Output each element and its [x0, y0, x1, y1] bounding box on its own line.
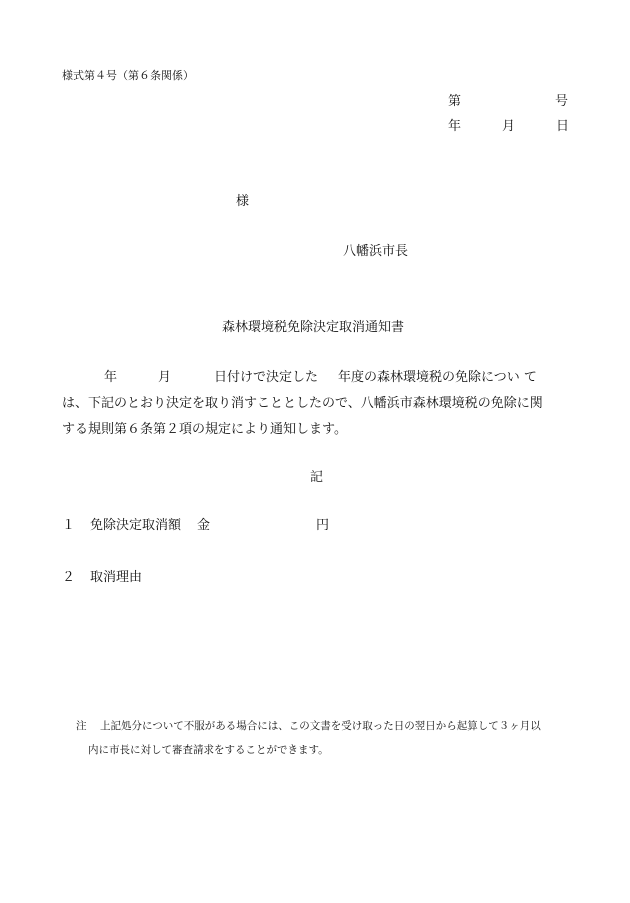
item-number: ２	[62, 570, 76, 585]
document-number-suffix: 号	[555, 94, 569, 109]
form-number-label: 様式第４号（第６条関係）	[62, 69, 194, 82]
body-line1-end: 年度の森林環境税の免除につい て	[338, 370, 537, 385]
item-label-cancel-reason: 取消理由	[90, 570, 143, 585]
item-label-cancel-amount: 免除決定取消額	[90, 518, 182, 533]
ki-heading: 記	[310, 470, 324, 485]
addressee-honorific: 様	[236, 194, 250, 209]
sender-name: 八幡浜市長	[343, 244, 409, 259]
body-line2: は、下記のとおり決定を取り消すこととしたので、八幡浜市森林環境税の免除に関	[62, 396, 543, 411]
note-line1: 上記処分について不服がある場合には、この文書を受け取った日の翌日から起算して３ヶ月以	[100, 720, 541, 732]
note-line2: 内に市長に対して審査請求をすることができます。	[88, 744, 329, 756]
amount-prefix: 金	[197, 518, 211, 533]
body-line1-year: 年	[104, 370, 118, 385]
body-line3: する規則第６条第２項の規定により通知します。	[62, 422, 347, 437]
note-mark: 注	[76, 720, 87, 732]
body-line1-middle: 日付けで決定した	[214, 370, 319, 385]
item-number: １	[62, 518, 76, 533]
document-number-prefix: 第	[448, 94, 462, 109]
date-month-label: 月	[502, 119, 516, 134]
body-line1-month: 月	[158, 370, 172, 385]
amount-suffix: 円	[316, 518, 330, 533]
date-year-label: 年	[448, 119, 462, 134]
date-day-label: 日	[556, 119, 570, 134]
document-title: 森林環境税免除決定取消通知書	[222, 320, 405, 335]
